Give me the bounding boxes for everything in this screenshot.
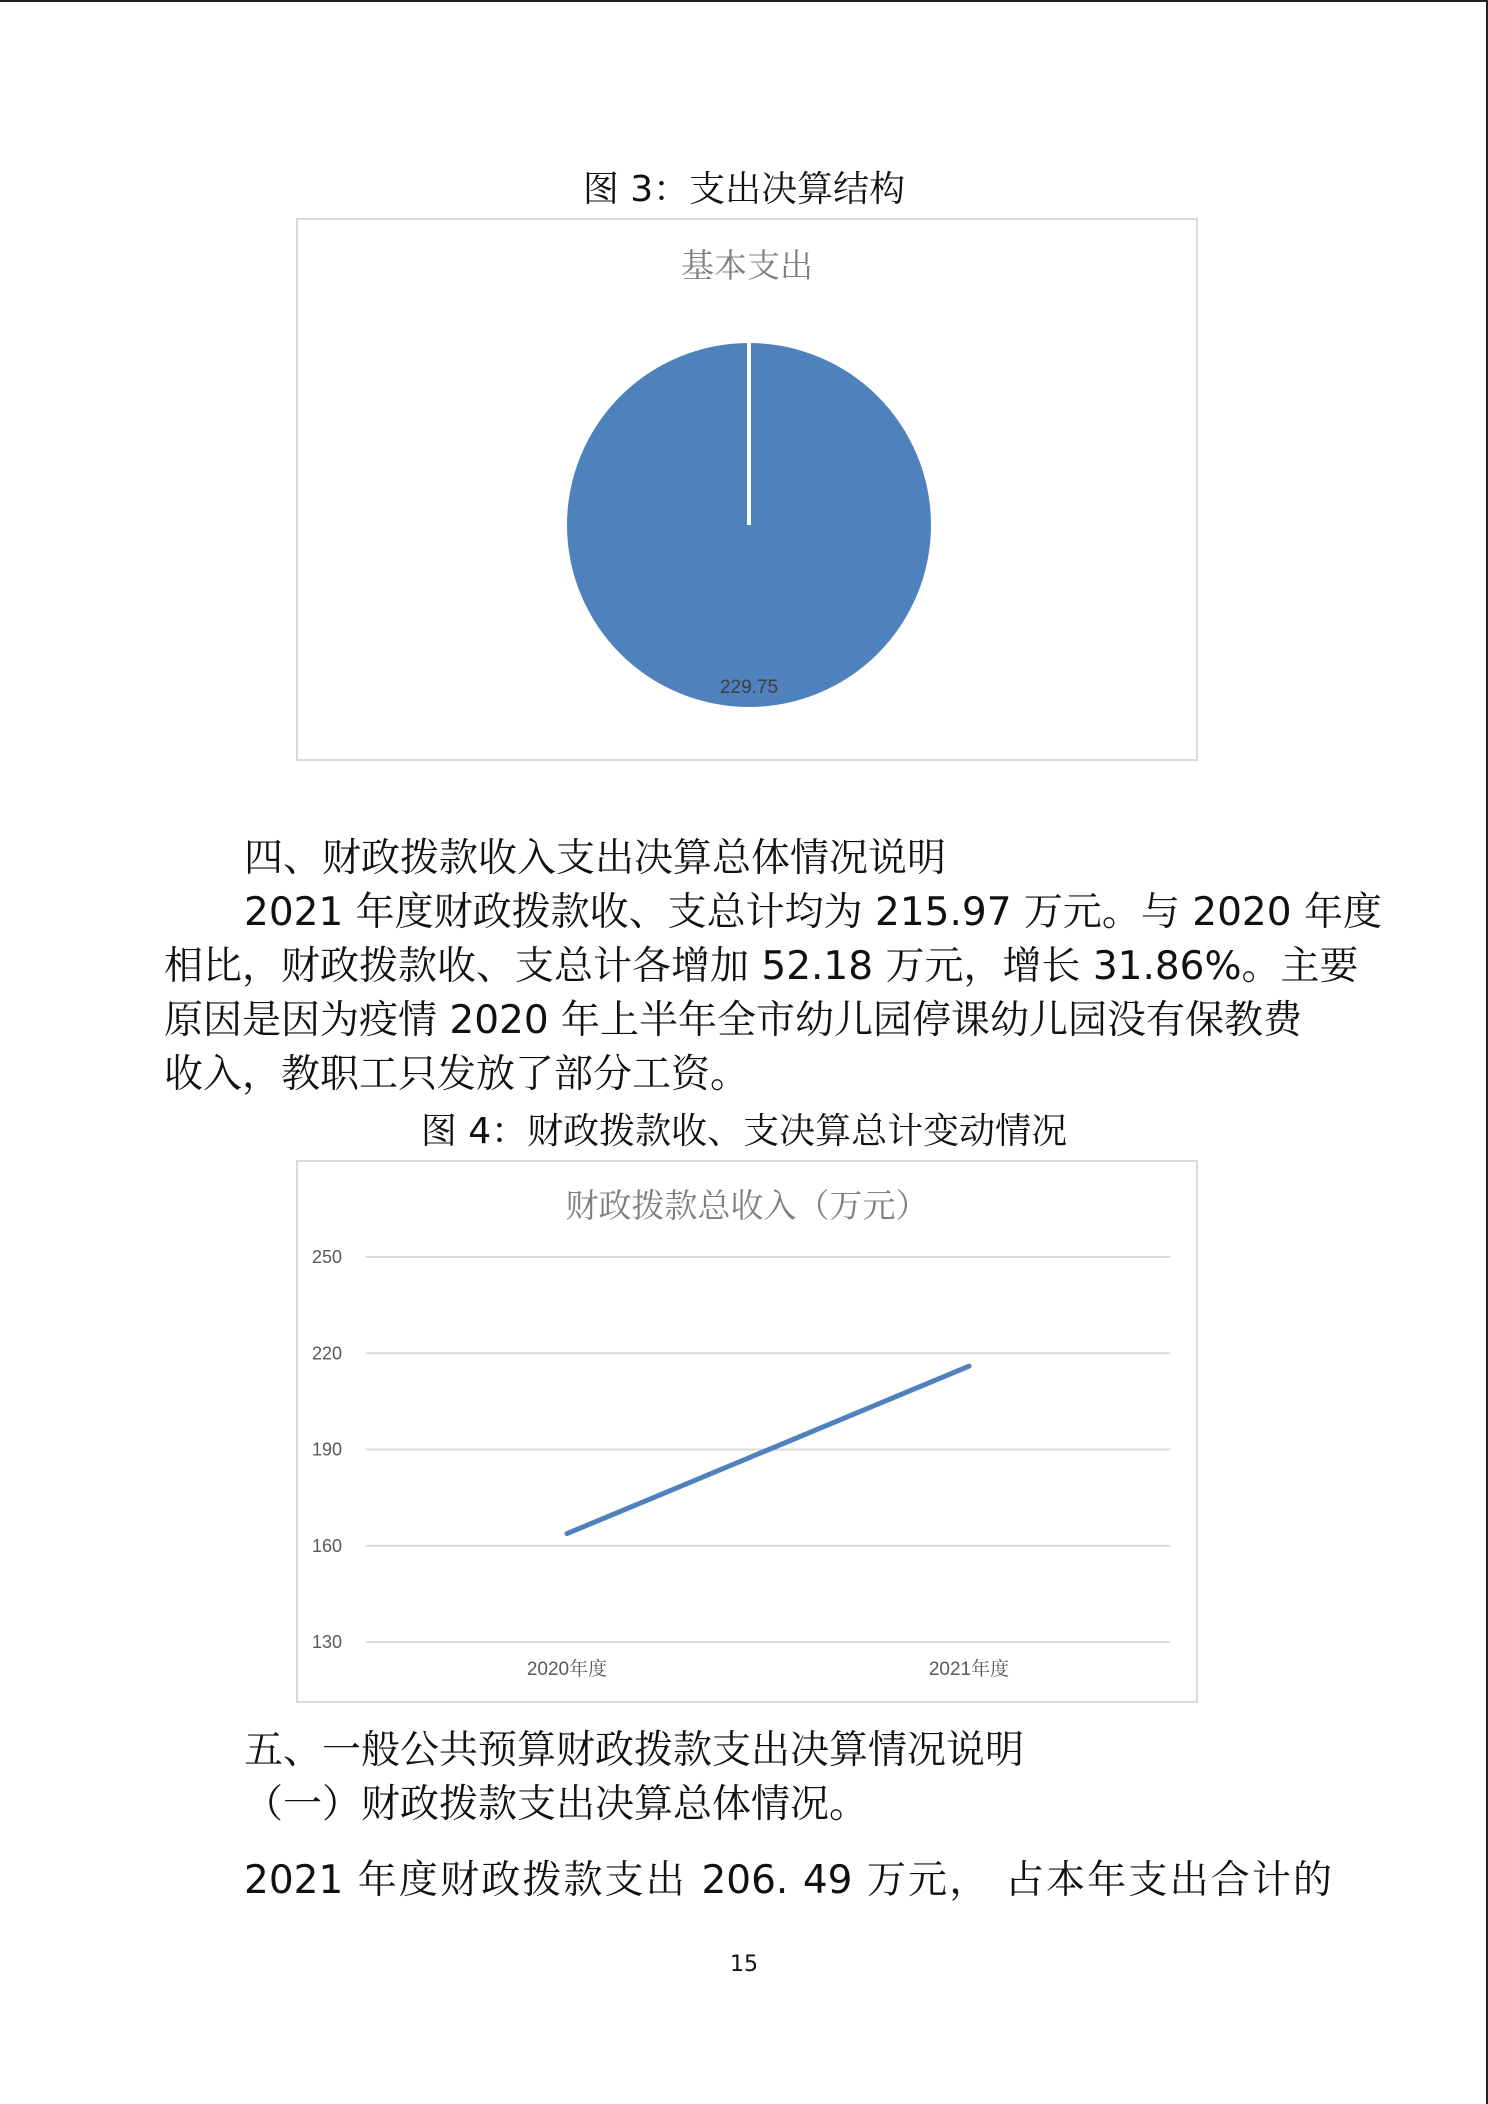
section4-line-1: 2021 年度财政拨款收、支总计均为 215.97 万元。与 2020 年度 [244,890,1382,935]
pie-chart [298,220,1196,759]
section5-heading: 五、一般公共预算财政拨款支出决算情况说明 [244,1728,1025,1773]
y-tick-label: 220 [312,1343,343,1364]
section5-body-line: 2021 年度财政拨款支出 206. 49 万元， 占本年支出合计的 [244,1858,1332,1903]
figure3-chart-title: 基本支出 [681,246,813,285]
pie-data-label: 229.75 [719,677,779,698]
section4-line-2: 相比，财政拨款收、支总计各增加 52.18 万元，增长 31.86%。主要 [164,944,1359,989]
figure4-chart [296,1160,1198,1703]
page-number: 15 [730,1952,758,1977]
y-tick-label: 250 [312,1247,343,1267]
figure4-caption: 图 4：财政拨款收、支决算总计变动情况 [420,1111,1068,1152]
y-tick-label: 160 [312,1535,343,1556]
y-tick-label: 130 [312,1632,343,1652]
figure4-chart-title: 财政拨款总收入（万元） [565,1186,929,1225]
x-tick-label: 2021年度 [928,1659,1010,1680]
section4-line-3: 原因是因为疫情 2020 年上半年全市幼儿园停课幼儿园没有保教费 [164,998,1303,1043]
section4-heading: 四、财政拨款收入支出决算总体情况说明 [244,836,947,881]
page-border-top [0,0,1488,2]
section4-line-4: 收入，教职工只发放了部分工资。 [164,1052,750,1097]
y-tick-label: 190 [312,1439,343,1460]
x-tick-label: 2020年度 [526,1659,608,1680]
line-chart [298,1162,1196,1701]
figure3-chart [296,218,1198,761]
figure3-caption: 图 3：支出决算结构 [582,169,906,210]
section5-subheading: （一）财政拨款支出决算总体情况。 [244,1782,869,1827]
